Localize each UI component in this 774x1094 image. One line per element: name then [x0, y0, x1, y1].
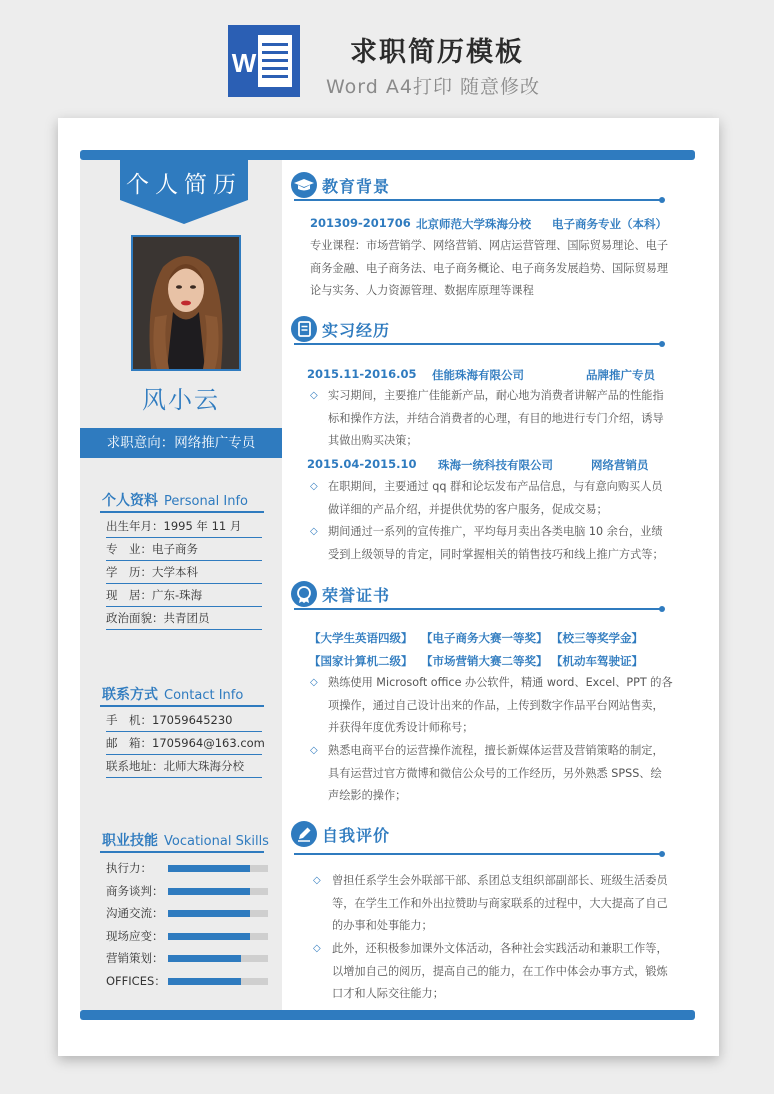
skill-label: OFFICES：	[106, 974, 166, 988]
text-line: 在职期间，主要通过 qq 群和论坛发布产品信息，与有意向购买人员	[328, 480, 663, 493]
personal-info-row: 出生年月：1995 年 11 月	[106, 515, 262, 538]
skill-label: 商务谈判：	[106, 883, 164, 898]
text-line: 曾担任系学生会外联部干部、系团总支组织部副部长、班级生活委员	[332, 874, 668, 887]
text-line: 声绘影的操作；	[328, 789, 407, 803]
profile-photo	[131, 235, 241, 371]
skill-row	[106, 881, 270, 901]
text-line: 此外，还积极参加课外文体活动，各种社会实践活动和兼职工作等，	[332, 942, 668, 955]
personal-info-divider	[100, 511, 264, 513]
skill-bar-track	[168, 910, 268, 917]
education-school: 北京师范大学珠海分校	[416, 217, 531, 231]
graduation-cap-icon	[291, 172, 317, 198]
contact-info-heading	[102, 684, 243, 704]
skill-bar-fill	[168, 955, 241, 962]
personal-info-title-en: Personal Info	[164, 494, 248, 509]
education-courses	[310, 235, 668, 303]
contact-info-divider	[100, 705, 264, 707]
notebook-icon	[291, 316, 317, 342]
medal-icon	[291, 581, 317, 607]
text-line: 专业课程：市场营销学、网络营销、网店运营管理、国际贸易理论、电子	[310, 239, 669, 252]
text-line: 熟悉电商平台的运营操作流程，擅长新媒体运营及营销策略的制定，	[328, 744, 664, 757]
job-description	[328, 385, 664, 453]
bottom-stripe	[80, 1010, 695, 1020]
pencil-icon	[291, 821, 317, 847]
award-description	[328, 672, 673, 740]
award-description	[328, 740, 664, 808]
diamond-bullet-icon: ◇	[310, 481, 318, 492]
contact-info-row: 手 机：17059645230	[106, 709, 262, 732]
contact-info-title: 联系方式	[102, 687, 158, 703]
education-title: 教育背景	[322, 177, 391, 196]
text-line: 做详细的产品介绍，并提供优势的客户服务，促成交易；	[328, 502, 608, 516]
personal-info-row: 专 业：电子商务	[106, 538, 262, 561]
text-line: 等，在学生工作和外出拉赞助与商家联系的过程中，大大提高了自己	[332, 896, 668, 910]
personal-info-title: 个人资料	[102, 493, 158, 509]
award-item: 【电子商务大赛一等奖】	[421, 631, 548, 645]
candidate-name: 风小云	[142, 386, 220, 414]
diamond-bullet-icon: ◇	[310, 390, 318, 401]
text-line: 以增加自己的阅历，提高自己的能力，在工作中体会办事方式，锻炼	[332, 964, 668, 978]
award-item: 【大学生英语四级】	[309, 631, 413, 645]
skill-row	[106, 971, 270, 991]
text-line: 期间通过一系列的宣传推广，平均每月卖出各类电脑 10 余台，业绩	[328, 525, 663, 538]
personal-info-row: 政治面貌：共青团员	[106, 607, 262, 630]
award-item: 【机动车驾驶证】	[551, 654, 643, 668]
job-date: 2015.04-2015.10	[307, 457, 417, 471]
job-company: 珠海一统科技有限公司	[438, 458, 553, 472]
diamond-bullet-icon: ◇	[313, 943, 321, 954]
text-line: 其做出购买决策；	[328, 434, 418, 448]
resume-badge-text: 个人简历	[126, 172, 242, 198]
award-item: 【国家计算机二级】	[309, 654, 413, 668]
skills-title-en: Vocational Skills	[164, 834, 269, 849]
resume-page	[58, 118, 719, 1056]
diamond-bullet-icon: ◇	[310, 677, 318, 688]
page-title: 求职简历模板	[350, 37, 524, 68]
self-evaluation-title: 自我评价	[322, 826, 391, 845]
skill-label: 执行力：	[106, 861, 152, 875]
text-line: 受到上级领导的肯定，同时掌握相关的销售技巧和线上推广方式等；	[328, 547, 664, 561]
skills-divider	[100, 851, 264, 853]
text-line: 标和操作方法，并结合消费者的心理，有目的地进行专门介绍，诱导	[328, 411, 664, 425]
page-banner	[0, 0, 774, 118]
skills-heading	[102, 830, 269, 850]
skill-label: 沟通交流：	[106, 906, 164, 921]
award-item: 【市场营销大赛二等奖】	[421, 654, 548, 668]
diamond-bullet-icon: ◇	[313, 875, 321, 886]
personal-info-heading	[102, 490, 248, 510]
internship-divider-dot	[659, 341, 665, 347]
skill-bar-fill	[168, 978, 241, 985]
skill-bar-fill	[168, 910, 250, 917]
skill-bar-fill	[168, 888, 250, 895]
skill-bar-track	[168, 933, 268, 940]
text-line: 的办事和处事能力；	[332, 919, 433, 933]
contact-info-row: 邮 箱：1705964@163.com	[106, 732, 262, 755]
skill-label: 现场应变：	[106, 928, 164, 943]
personal-info-row: 学 历：大学本科	[106, 561, 262, 584]
education-divider	[294, 199, 664, 201]
contact-info-row: 联系地址：北师大珠海分校	[106, 755, 262, 778]
skill-row	[106, 858, 270, 878]
job-description	[328, 521, 664, 566]
internship-divider	[294, 343, 664, 345]
skill-bar-fill	[168, 933, 250, 940]
page-subtitle: Word A4打印 随意修改	[326, 76, 541, 98]
education-date: 201309-201706	[310, 216, 411, 230]
text-line: 实习期间，主要推广佳能新产品，耐心地为消费者讲解产品的性能指	[328, 389, 664, 402]
job-company: 佳能珠海有限公司	[432, 368, 524, 382]
internship-title: 实习经历	[322, 321, 391, 340]
education-major: 电子商务专业（本科）	[552, 217, 667, 231]
job-role: 品牌推广专员	[586, 368, 655, 382]
text-line: 项操作，通过自己设计出来的作品，上传到数字作品平台网站售卖，	[328, 698, 664, 712]
word-icon	[228, 25, 300, 97]
skill-bar-fill	[168, 865, 250, 872]
skill-bar-track	[168, 888, 268, 895]
self-evaluation-text	[332, 938, 668, 1006]
job-intent: 求职意向：网络推广专员	[80, 428, 282, 458]
awards-divider-dot	[659, 606, 665, 612]
personal-info-row: 现 居：广东-珠海	[106, 584, 262, 607]
text-line: 口才和人际交往能力；	[332, 987, 444, 1001]
top-stripe	[80, 150, 695, 160]
skill-bar-track	[168, 955, 268, 962]
awards-divider	[294, 608, 664, 610]
skill-label: 营销策划：	[106, 951, 164, 966]
awards-title: 荣誉证书	[322, 586, 391, 605]
skill-bar-track	[168, 865, 268, 872]
text-line: 商务金融、电子商务法、电子商务概论、电子商务发展趋势、国际贸易理	[310, 261, 669, 275]
contact-info-title-en: Contact Info	[164, 688, 244, 703]
text-line: 熟练使用 Microsoft office 办公软件，精通 word、Excel、PPT 的各	[328, 676, 673, 689]
text-line: 具有运营过官方微博和微信公众号的工作经历，另外熟悉 SPSS、绘	[328, 766, 662, 780]
diamond-bullet-icon: ◇	[310, 526, 318, 537]
skills-title: 职业技能	[102, 833, 158, 849]
education-divider-dot	[659, 197, 665, 203]
skill-bar-track	[168, 978, 268, 985]
text-line: 论与实务、人力资源管理、数据库原理等课程	[310, 284, 534, 298]
skill-row	[106, 903, 270, 923]
job-description	[328, 476, 663, 521]
self-evaluation-divider-dot	[659, 851, 665, 857]
skill-row	[106, 926, 270, 946]
sidebar	[80, 160, 282, 1010]
award-item: 【校三等奖学金】	[551, 631, 643, 645]
diamond-bullet-icon: ◇	[310, 745, 318, 756]
self-evaluation-text	[332, 870, 668, 938]
job-date: 2015.11-2016.05	[307, 367, 417, 381]
skill-row	[106, 948, 270, 968]
self-evaluation-divider	[294, 853, 664, 855]
word-icon-letter: W	[231, 48, 257, 78]
text-line: 并获得年度优秀设计师称号；	[328, 721, 474, 735]
job-role: 网络营销员	[591, 458, 649, 472]
